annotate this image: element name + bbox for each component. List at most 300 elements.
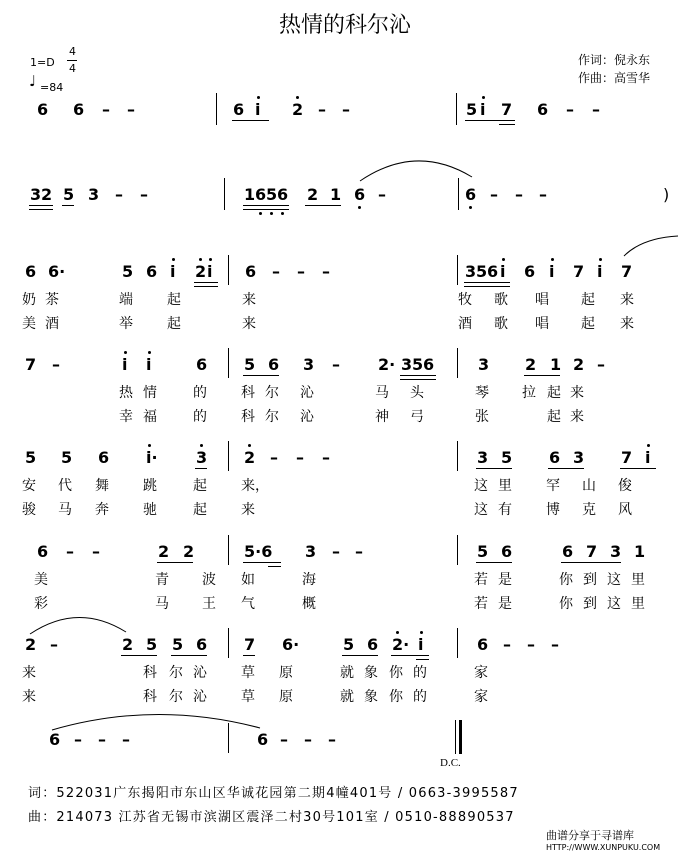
score-note: 5·6 xyxy=(244,542,273,561)
barline xyxy=(457,441,458,471)
score-note: – xyxy=(296,448,304,467)
lyric: 弓 xyxy=(410,409,424,425)
score-note: 6 xyxy=(146,262,158,281)
lyric: 来 xyxy=(22,665,36,681)
score-note: – xyxy=(102,100,110,119)
barline xyxy=(457,628,458,658)
score-note: 2 xyxy=(41,185,53,204)
score-note: – xyxy=(66,542,74,561)
lyric: 起 xyxy=(193,478,207,494)
time-signature-numerator: 4 xyxy=(69,45,76,58)
beam-line xyxy=(620,468,656,469)
barline xyxy=(224,178,225,210)
beam-line xyxy=(243,375,279,376)
score-note: 7 xyxy=(573,262,585,281)
high-octave-dot xyxy=(209,258,212,261)
lyric: 这 xyxy=(474,502,488,518)
score-note: 6 xyxy=(233,100,245,119)
lyric: 茶 xyxy=(45,292,59,308)
lyric: 里 xyxy=(498,478,512,494)
lyric: 骏 xyxy=(22,502,36,518)
lyric: 草 xyxy=(241,665,255,681)
lyric: 里 xyxy=(631,596,645,612)
lyric: 青 xyxy=(155,572,169,588)
beam-line xyxy=(195,468,207,469)
lyric: 科 xyxy=(143,689,157,705)
beam-line xyxy=(464,286,510,287)
score-note: 6 xyxy=(49,730,61,749)
lyric: 来 xyxy=(620,292,634,308)
lyric: 草 xyxy=(241,689,255,705)
lyric: 美 xyxy=(34,572,48,588)
score-note: 6 xyxy=(367,635,379,654)
score-note: – xyxy=(322,262,330,281)
barline xyxy=(228,255,229,285)
barline xyxy=(228,441,229,471)
score-note: 5 xyxy=(476,262,488,281)
lyric: 科 xyxy=(241,409,255,425)
lyric: 来 xyxy=(570,409,584,425)
score-note: 2· xyxy=(378,355,396,374)
high-octave-dot xyxy=(482,96,485,99)
beam-line xyxy=(391,655,429,656)
lyric: 歌 xyxy=(494,292,508,308)
beam-line xyxy=(561,562,621,563)
lyric: 沁 xyxy=(300,385,314,401)
score-note: 5 xyxy=(122,262,134,281)
score-note: 5 xyxy=(63,185,75,204)
beam-line xyxy=(157,562,193,563)
lyric: 科 xyxy=(143,665,157,681)
score-note: 6 xyxy=(524,262,536,281)
beam-line xyxy=(62,205,74,206)
score-note: 6 xyxy=(257,730,269,749)
lyric: 拉 xyxy=(522,385,536,401)
barline xyxy=(228,348,229,378)
lyric: 来 xyxy=(242,316,256,332)
score-note: 2 xyxy=(183,542,195,561)
lyric: 这 xyxy=(607,572,621,588)
score-note: 3 xyxy=(303,355,315,374)
lyric: 张 xyxy=(475,409,489,425)
lyric: 沁 xyxy=(193,689,207,705)
high-octave-dot xyxy=(599,258,602,261)
dc-marking: D.C. xyxy=(440,757,461,769)
lyricist-address: 词：522031广东揭阳市东山区华诚花园第二期4幢401号 / 0663-3995587 xyxy=(28,786,519,801)
lyric: 象 xyxy=(364,665,378,681)
score-note: – xyxy=(551,635,559,654)
score-note: 6 xyxy=(562,542,574,561)
high-octave-dot xyxy=(551,258,554,261)
lyric: 来 xyxy=(242,292,256,308)
beam-line xyxy=(548,468,584,469)
score-note: 2 xyxy=(307,185,319,204)
score-note: 6 xyxy=(354,185,366,204)
lyric: 有 xyxy=(498,502,512,518)
lyric: 举 xyxy=(119,316,133,332)
score-note: – xyxy=(342,100,350,119)
lyric: 琴 xyxy=(475,385,489,401)
score-note: – xyxy=(597,355,605,374)
score-note: i xyxy=(500,262,506,281)
lyric: 是 xyxy=(498,596,512,612)
lyric: 福 xyxy=(143,409,157,425)
score-note: i xyxy=(122,355,128,374)
lyric: 你 xyxy=(559,572,573,588)
lyric: 尔 xyxy=(169,665,183,681)
score-note: i xyxy=(549,262,555,281)
lyric: 奔 xyxy=(95,502,109,518)
lyric: 起 xyxy=(167,292,181,308)
high-octave-dot xyxy=(396,631,399,634)
lyric: 到 xyxy=(583,572,597,588)
beam-line xyxy=(342,655,378,656)
score-note: 6 xyxy=(37,100,49,119)
high-octave-dot xyxy=(148,444,151,447)
score-note: 7 xyxy=(244,635,256,654)
lyric: 家 xyxy=(474,689,488,705)
score-note: 6 xyxy=(98,448,110,467)
score-note: – xyxy=(270,448,278,467)
score-note: 6 xyxy=(487,262,499,281)
lyric: 马 xyxy=(155,596,169,612)
lyric: 舞 xyxy=(95,478,109,494)
score-note: – xyxy=(566,100,574,119)
lyric: 你 xyxy=(559,596,573,612)
score-note: 2 xyxy=(158,542,170,561)
lyric: 沁 xyxy=(193,665,207,681)
score-note: 5 xyxy=(477,542,489,561)
score-note: – xyxy=(272,262,280,281)
lyric: 你 xyxy=(389,689,403,705)
beam-line xyxy=(243,205,289,206)
score-note: 6 xyxy=(537,100,549,119)
lyric: 端 xyxy=(119,292,133,308)
beam-line xyxy=(476,562,512,563)
lyric: 波 xyxy=(202,572,216,588)
lyric: 象 xyxy=(364,689,378,705)
score-note: – xyxy=(115,185,123,204)
score-note: – xyxy=(127,100,135,119)
score-note: 3 xyxy=(196,448,208,467)
score-note: 5 xyxy=(466,100,478,119)
lyric: 唱 xyxy=(535,292,549,308)
composer-address: 曲：214073 江苏省无锡市滨湖区震泽二村30号101室 / 0510-88890537 xyxy=(28,810,515,825)
barline xyxy=(457,535,458,565)
barline xyxy=(228,723,229,753)
beam-line xyxy=(476,468,512,469)
score-note: 2 xyxy=(195,262,207,281)
lyric: 到 xyxy=(583,596,597,612)
score-note: – xyxy=(539,185,547,204)
beam-line xyxy=(305,205,341,206)
lyric: 博 xyxy=(546,502,560,518)
score-note: 6 xyxy=(465,185,477,204)
lyricist-credit: 作词：倪永东 xyxy=(578,53,651,67)
lyric: 唱 xyxy=(535,316,549,332)
score-note: 6 xyxy=(25,262,37,281)
beam-line xyxy=(524,375,560,376)
lyric: 罕 xyxy=(546,478,560,494)
lyric: 神 xyxy=(375,409,389,425)
lyric: 你 xyxy=(389,665,403,681)
score-note: – xyxy=(503,635,511,654)
score-note: i xyxy=(645,448,651,467)
score-note: i xyxy=(597,262,603,281)
lyric: 马 xyxy=(375,385,389,401)
score-note: 5 xyxy=(25,448,37,467)
lyric: 头 xyxy=(410,385,424,401)
score-note: 2 xyxy=(244,448,256,467)
beam-line xyxy=(243,562,281,563)
lyric: 若 xyxy=(474,596,488,612)
high-octave-dot xyxy=(420,631,423,634)
score-note: 3 xyxy=(610,542,622,561)
lyric: 牧 xyxy=(458,292,472,308)
score-note: 3 xyxy=(465,262,477,281)
barline xyxy=(228,628,229,658)
lyric: 如 xyxy=(241,572,255,588)
score-note: 2 xyxy=(525,355,537,374)
lyric: 来 xyxy=(620,316,634,332)
high-octave-dot xyxy=(296,96,299,99)
score-note: 5 xyxy=(266,185,278,204)
beam-line xyxy=(29,205,53,206)
lyric: 海 xyxy=(302,572,316,588)
score-note: – xyxy=(355,542,363,561)
lyric: 里 xyxy=(631,572,645,588)
beam-line xyxy=(400,375,436,376)
score-note: i xyxy=(146,355,152,374)
high-octave-dot xyxy=(172,258,175,261)
score-note: – xyxy=(332,355,340,374)
lyric: 来 xyxy=(22,689,36,705)
lyric: 情 xyxy=(143,385,157,401)
lyric: 酒 xyxy=(45,316,59,332)
score-note: 3 xyxy=(88,185,100,204)
tempo-marking: =84 xyxy=(40,81,64,94)
lyric: 家 xyxy=(474,665,488,681)
score-note: 6 xyxy=(549,448,561,467)
high-octave-dot xyxy=(647,444,650,447)
lyric: 原 xyxy=(279,665,293,681)
score-note: – xyxy=(318,100,326,119)
lyric: 尔 xyxy=(169,689,183,705)
beam-line xyxy=(465,120,515,121)
score-note: 5 xyxy=(244,355,256,374)
lyric: 奶 xyxy=(22,292,36,308)
slur-arc xyxy=(50,708,265,734)
score-note: i· xyxy=(146,448,158,467)
lyric: 若 xyxy=(474,572,488,588)
lyric: 是 xyxy=(498,572,512,588)
lyric: 跳 xyxy=(143,478,157,494)
beam-line xyxy=(194,282,218,283)
score-note: 1 xyxy=(550,355,562,374)
key-signature: 1=D xyxy=(30,56,55,69)
score-note: 1 xyxy=(634,542,646,561)
lyric: 起 xyxy=(167,316,181,332)
lyric: 起 xyxy=(547,409,561,425)
score-note: – xyxy=(515,185,523,204)
slur-arc xyxy=(358,155,478,185)
score-note: – xyxy=(50,635,58,654)
low-octave-dot xyxy=(358,206,361,209)
score-note: – xyxy=(328,730,336,749)
score-note: – xyxy=(98,730,106,749)
lyric: 歌 xyxy=(494,316,508,332)
low-octave-dot xyxy=(259,212,262,215)
score-note: – xyxy=(378,185,386,204)
beam-line xyxy=(268,566,281,567)
score-note: 5 xyxy=(501,448,513,467)
lyric: 沁 xyxy=(300,409,314,425)
lyric: 山 xyxy=(582,478,596,494)
score-note: 1 xyxy=(244,185,256,204)
score-note: i xyxy=(255,100,261,119)
score-note: 2· xyxy=(392,635,410,654)
score-note: – xyxy=(140,185,148,204)
beam-line xyxy=(121,655,157,656)
score-note: 1 xyxy=(330,185,342,204)
score-note: 7 xyxy=(501,100,513,119)
lyric: 驰 xyxy=(143,502,157,518)
barline xyxy=(457,348,458,378)
beam-line xyxy=(243,209,289,210)
score-note: – xyxy=(122,730,130,749)
low-octave-dot xyxy=(469,206,472,209)
score-note: 7 xyxy=(25,355,37,374)
score-note: 5 xyxy=(343,635,355,654)
score-note: 6· xyxy=(48,262,66,281)
score-note: – xyxy=(592,100,600,119)
score-note: – xyxy=(297,262,305,281)
score-note: 5 xyxy=(172,635,184,654)
barline xyxy=(216,93,217,125)
lyric: 的 xyxy=(413,665,427,681)
lyric: 尔 xyxy=(265,409,279,425)
beam-line xyxy=(400,379,436,380)
score-note: 6 xyxy=(268,355,280,374)
score-note: 2 xyxy=(25,635,37,654)
slur-arc xyxy=(28,610,130,638)
score-note: – xyxy=(527,635,535,654)
score-note: 3 xyxy=(401,355,413,374)
high-octave-dot xyxy=(502,258,505,261)
lyric: 王 xyxy=(202,596,216,612)
score-note: i xyxy=(207,262,213,281)
lyric: 来 xyxy=(570,385,584,401)
score-note: 7 xyxy=(621,262,633,281)
lyric: 幸 xyxy=(119,409,133,425)
lyric: 来 xyxy=(241,502,255,518)
beam-line xyxy=(29,209,53,210)
score-note: – xyxy=(332,542,340,561)
lyric: 这 xyxy=(474,478,488,494)
lyric: 概 xyxy=(302,596,316,612)
score-note: 6 xyxy=(477,635,489,654)
time-signature-line xyxy=(67,60,77,61)
lyric: 热 xyxy=(119,385,133,401)
final-barline-thin xyxy=(455,720,456,754)
barline xyxy=(456,93,457,125)
score-note: – xyxy=(74,730,82,749)
high-octave-dot xyxy=(257,96,260,99)
lyric: 这 xyxy=(607,596,621,612)
score-note: 6 xyxy=(196,635,208,654)
score-note: 3 xyxy=(305,542,317,561)
high-octave-dot xyxy=(248,444,251,447)
lyric: 马 xyxy=(58,502,72,518)
score-note: 3 xyxy=(477,448,489,467)
high-octave-dot xyxy=(200,444,203,447)
lyric: 就 xyxy=(340,689,354,705)
low-octave-dot xyxy=(270,212,273,215)
quarter-note-icon: ♩ xyxy=(29,72,37,90)
lyric: 就 xyxy=(340,665,354,681)
lyric: 的 xyxy=(193,385,207,401)
score-note: 6 xyxy=(423,355,435,374)
score-note: 7 xyxy=(586,542,598,561)
beam-line xyxy=(171,655,207,656)
score-note: 2 xyxy=(292,100,304,119)
score-note: 5 xyxy=(146,635,158,654)
beam-line xyxy=(499,124,515,125)
lyric: 俊 xyxy=(618,478,632,494)
lyric: 安 xyxy=(22,478,36,494)
score-note: – xyxy=(322,448,330,467)
share-credit: 曲谱分享于寻谱库 xyxy=(546,829,634,842)
time-signature-denominator: 4 xyxy=(69,62,76,75)
page-title: 热情的科尔沁 xyxy=(278,13,411,38)
score-note: i xyxy=(418,635,424,654)
lyric: 原 xyxy=(279,689,293,705)
lyric: 起 xyxy=(581,292,595,308)
lyric: 的 xyxy=(193,409,207,425)
final-barline-thick xyxy=(459,720,462,754)
lyric: 彩 xyxy=(34,596,48,612)
lyric: 美 xyxy=(22,316,36,332)
lyric: 起 xyxy=(547,385,561,401)
score-note: – xyxy=(52,355,60,374)
score-note: 3 xyxy=(573,448,585,467)
score-note: 6 xyxy=(73,100,85,119)
score-note: 6 xyxy=(245,262,257,281)
score-note: 6 xyxy=(37,542,49,561)
beam-line xyxy=(243,655,255,656)
lyric: 尔 xyxy=(265,385,279,401)
score-note: 2 xyxy=(573,355,585,374)
high-octave-dot xyxy=(199,258,202,261)
lyric: 代 xyxy=(58,478,72,494)
slur-arc xyxy=(622,236,682,260)
repeat-close-paren: ) xyxy=(663,185,670,204)
high-octave-dot xyxy=(124,351,127,354)
lyric: 的 xyxy=(413,689,427,705)
score-note: – xyxy=(92,542,100,561)
score-note: 2 xyxy=(122,635,134,654)
score-note: i xyxy=(480,100,486,119)
score-note: 6· xyxy=(282,635,300,654)
score-note: – xyxy=(490,185,498,204)
lyric: 气 xyxy=(241,596,255,612)
barline xyxy=(228,535,229,565)
beam-line xyxy=(232,120,269,121)
beam-line xyxy=(194,286,218,287)
score-note: 7 xyxy=(621,448,633,467)
lyric: 来， xyxy=(241,478,269,494)
lyric: 科 xyxy=(241,385,255,401)
